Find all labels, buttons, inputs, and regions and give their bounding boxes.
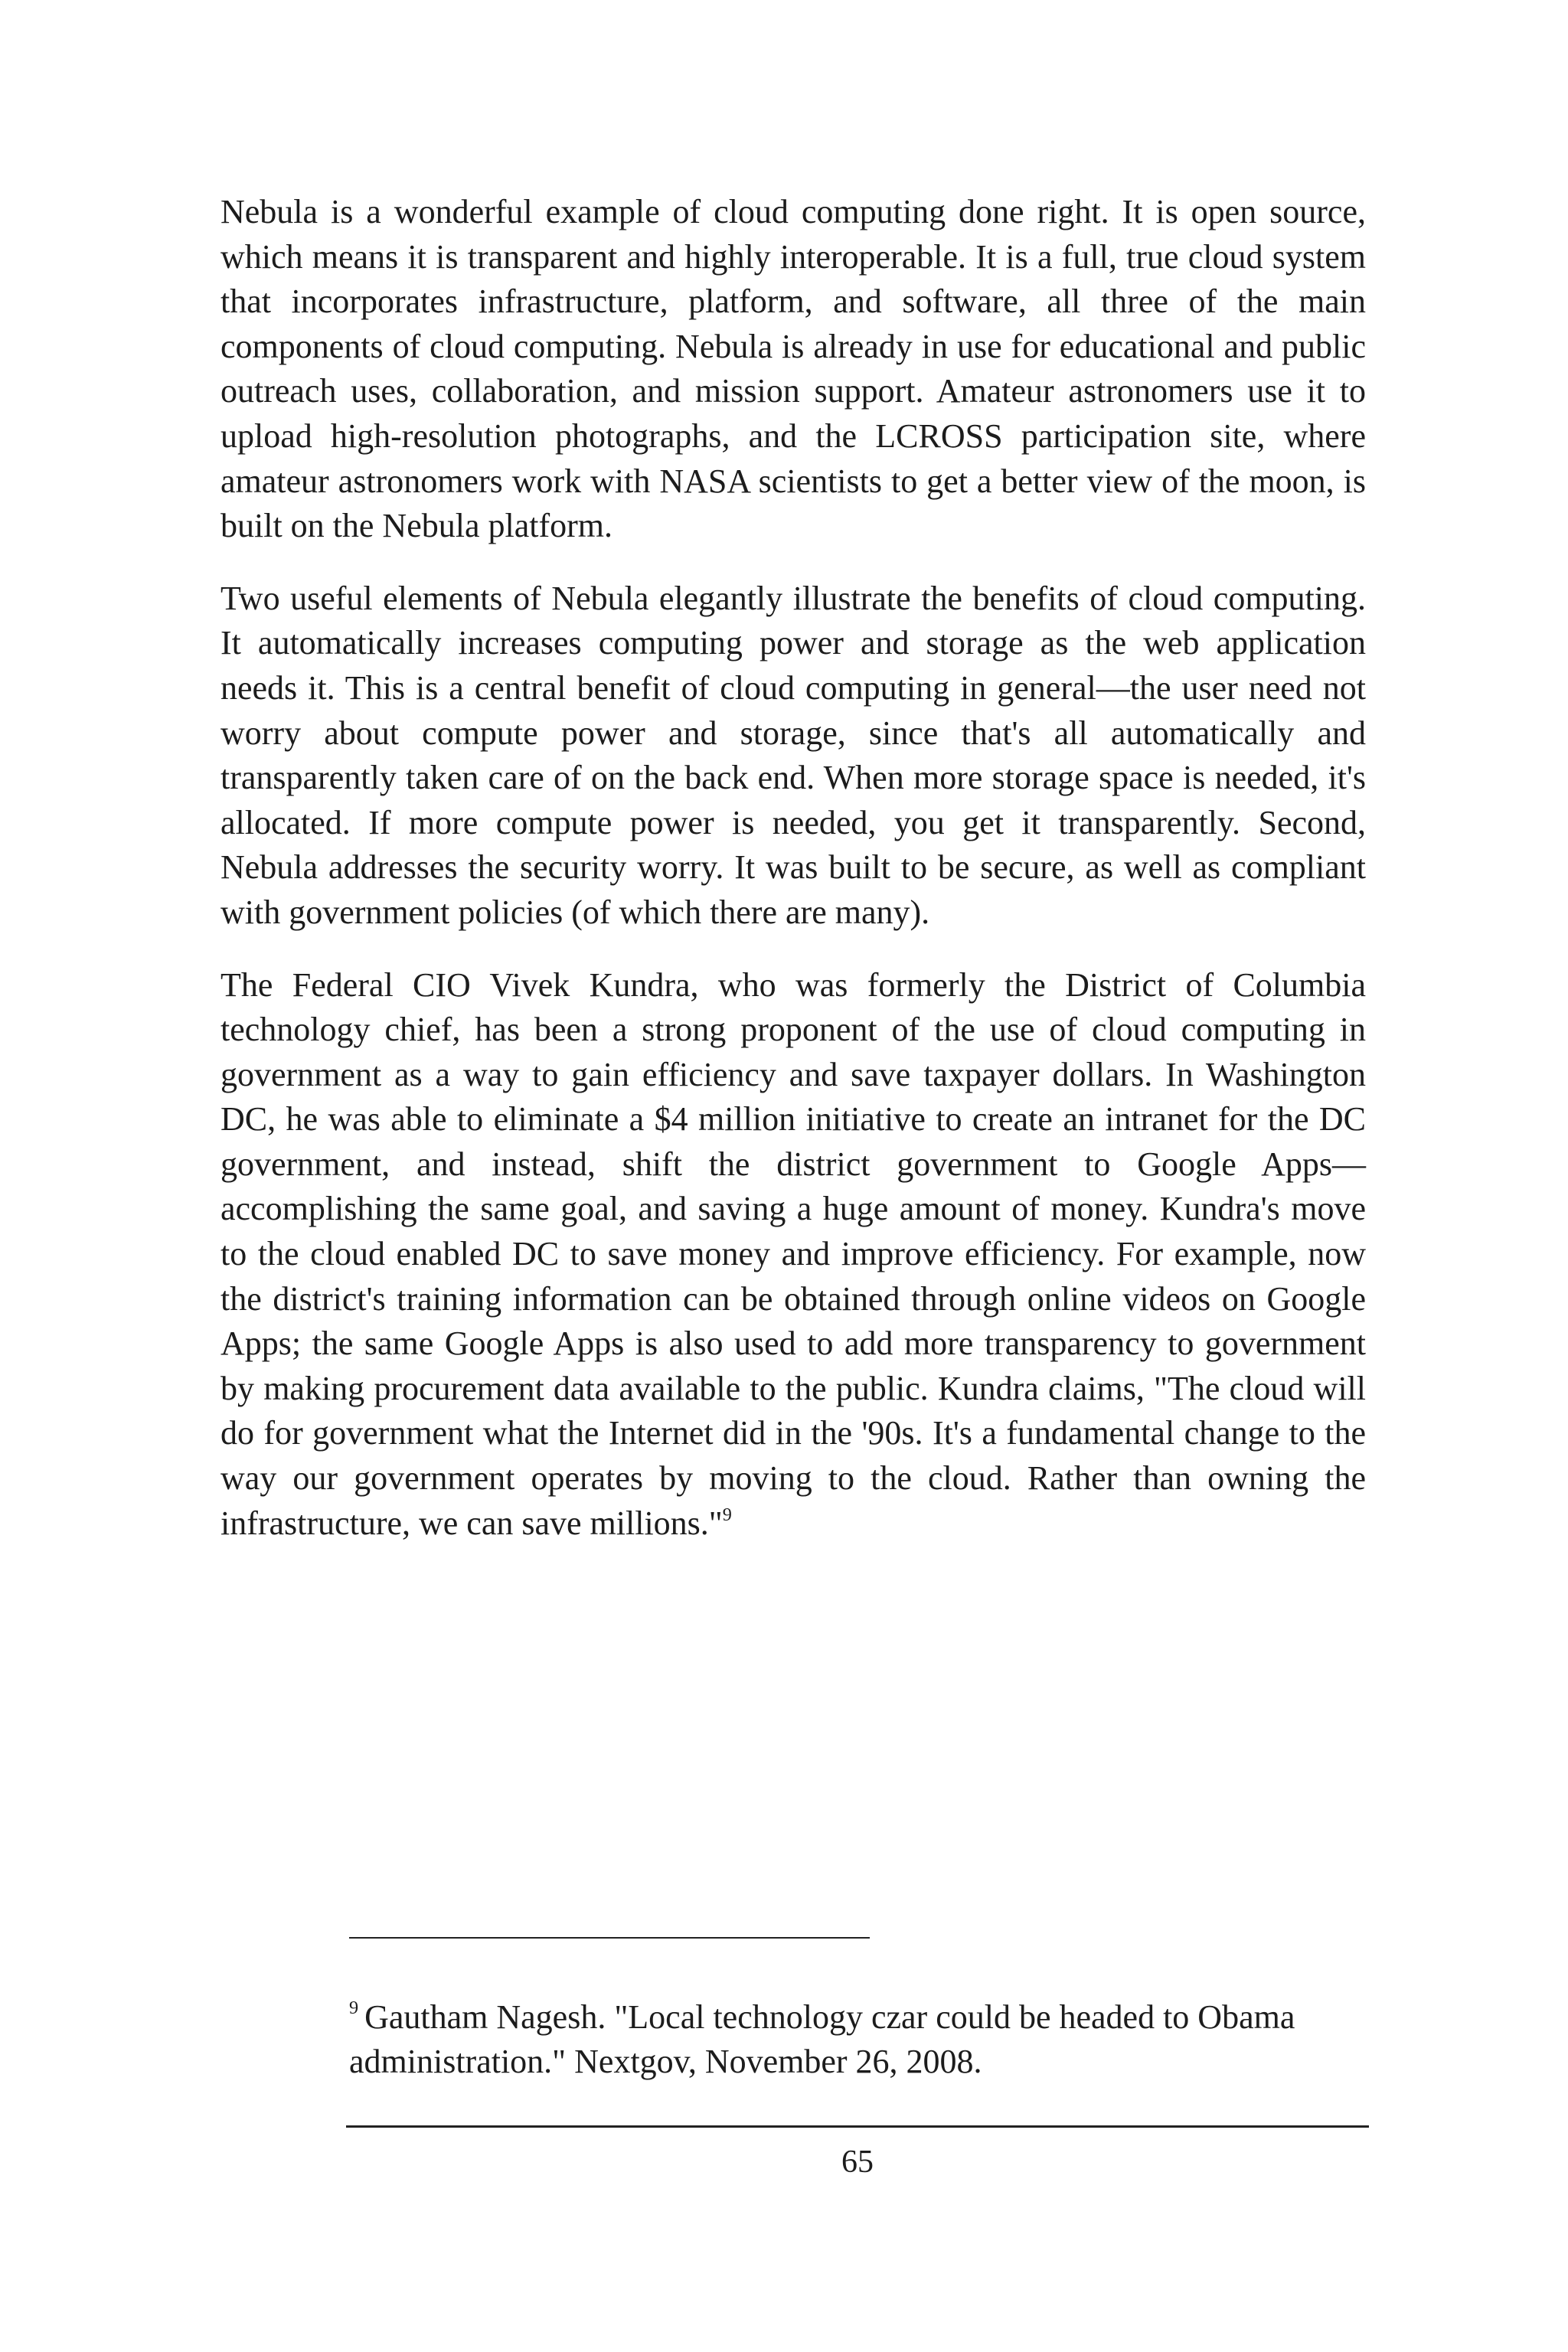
- page-number: 65: [841, 2145, 874, 2180]
- footnote-divider: [349, 1937, 870, 1939]
- paragraph-text: The Federal CIO Vivek Kundra, who was formerly the District of Columbia technology chief, has been a strong proponent of the use of cloud computing in government as a way to gain efficiency and save taxpayer dollars. In Washington DC, he was able to eliminate a $4 million initiative to create an intranet for the DC government, and instead, shift the district government to Google Apps—accomplishing the same goal, and saving a huge amount of money. Kundra's move to the cloud enabled DC to save money and improve efficiency. For example, now the district's training information can be obtained through online videos on Google Apps; the same Google Apps is also used to add more transparency to government by making procurement data available to the public. Kundra claims, "The cloud will do for government what the Internet did in the '90s. It's a fundamental change to the way our government operates by moving to the cloud. Rather than owning the infrastructure, we can save millions.": [220, 965, 1366, 1542]
- footnote: [349, 1995, 1367, 2084]
- footer-divider: [346, 2125, 1369, 2128]
- paragraph: Nebula is a wonderful example of cloud computing done right. It is open source, which means it is transparent and highly interoperable. It is a full, true cloud system that incorporates infrastructure, platform, and software, all three of the main components of cloud computing. Nebula is already in use for educational and public outreach uses, collaboration, and mission support. Amateur astronomers use it to upload high-resolution photographs, and the LCROSS participation site, where amateur astronomers work with NASA scientists to get a better view of the moon, is built on the Nebula platform.: [220, 193, 1366, 545]
- footnote-reference: 9: [722, 1504, 732, 1525]
- paragraph: [220, 963, 1366, 1547]
- body-text: [220, 190, 1366, 1573]
- footnote-number: 9: [349, 1997, 359, 2018]
- paragraph: Two useful elements of Nebula elegantly illustrate the benefits of cloud computing. It automatically increases computing power and storage as the web application needs it. This is a central benefit of cloud computing in general—the user need not worry about compute power and storage, since that's all automatically and transparently taken care of on the back end. When more storage space is needed, it's allocated. If more compute power is needed, you get it transparently. Second, Nebula addresses the security worry. It was built to be secure, as well as compliant with government policies (of which there are many).: [220, 579, 1366, 931]
- footnote-text: Gautham Nagesh. "Local technology czar could be headed to Obama administration." Nextgov, November 26, 2008.: [349, 1998, 1295, 2080]
